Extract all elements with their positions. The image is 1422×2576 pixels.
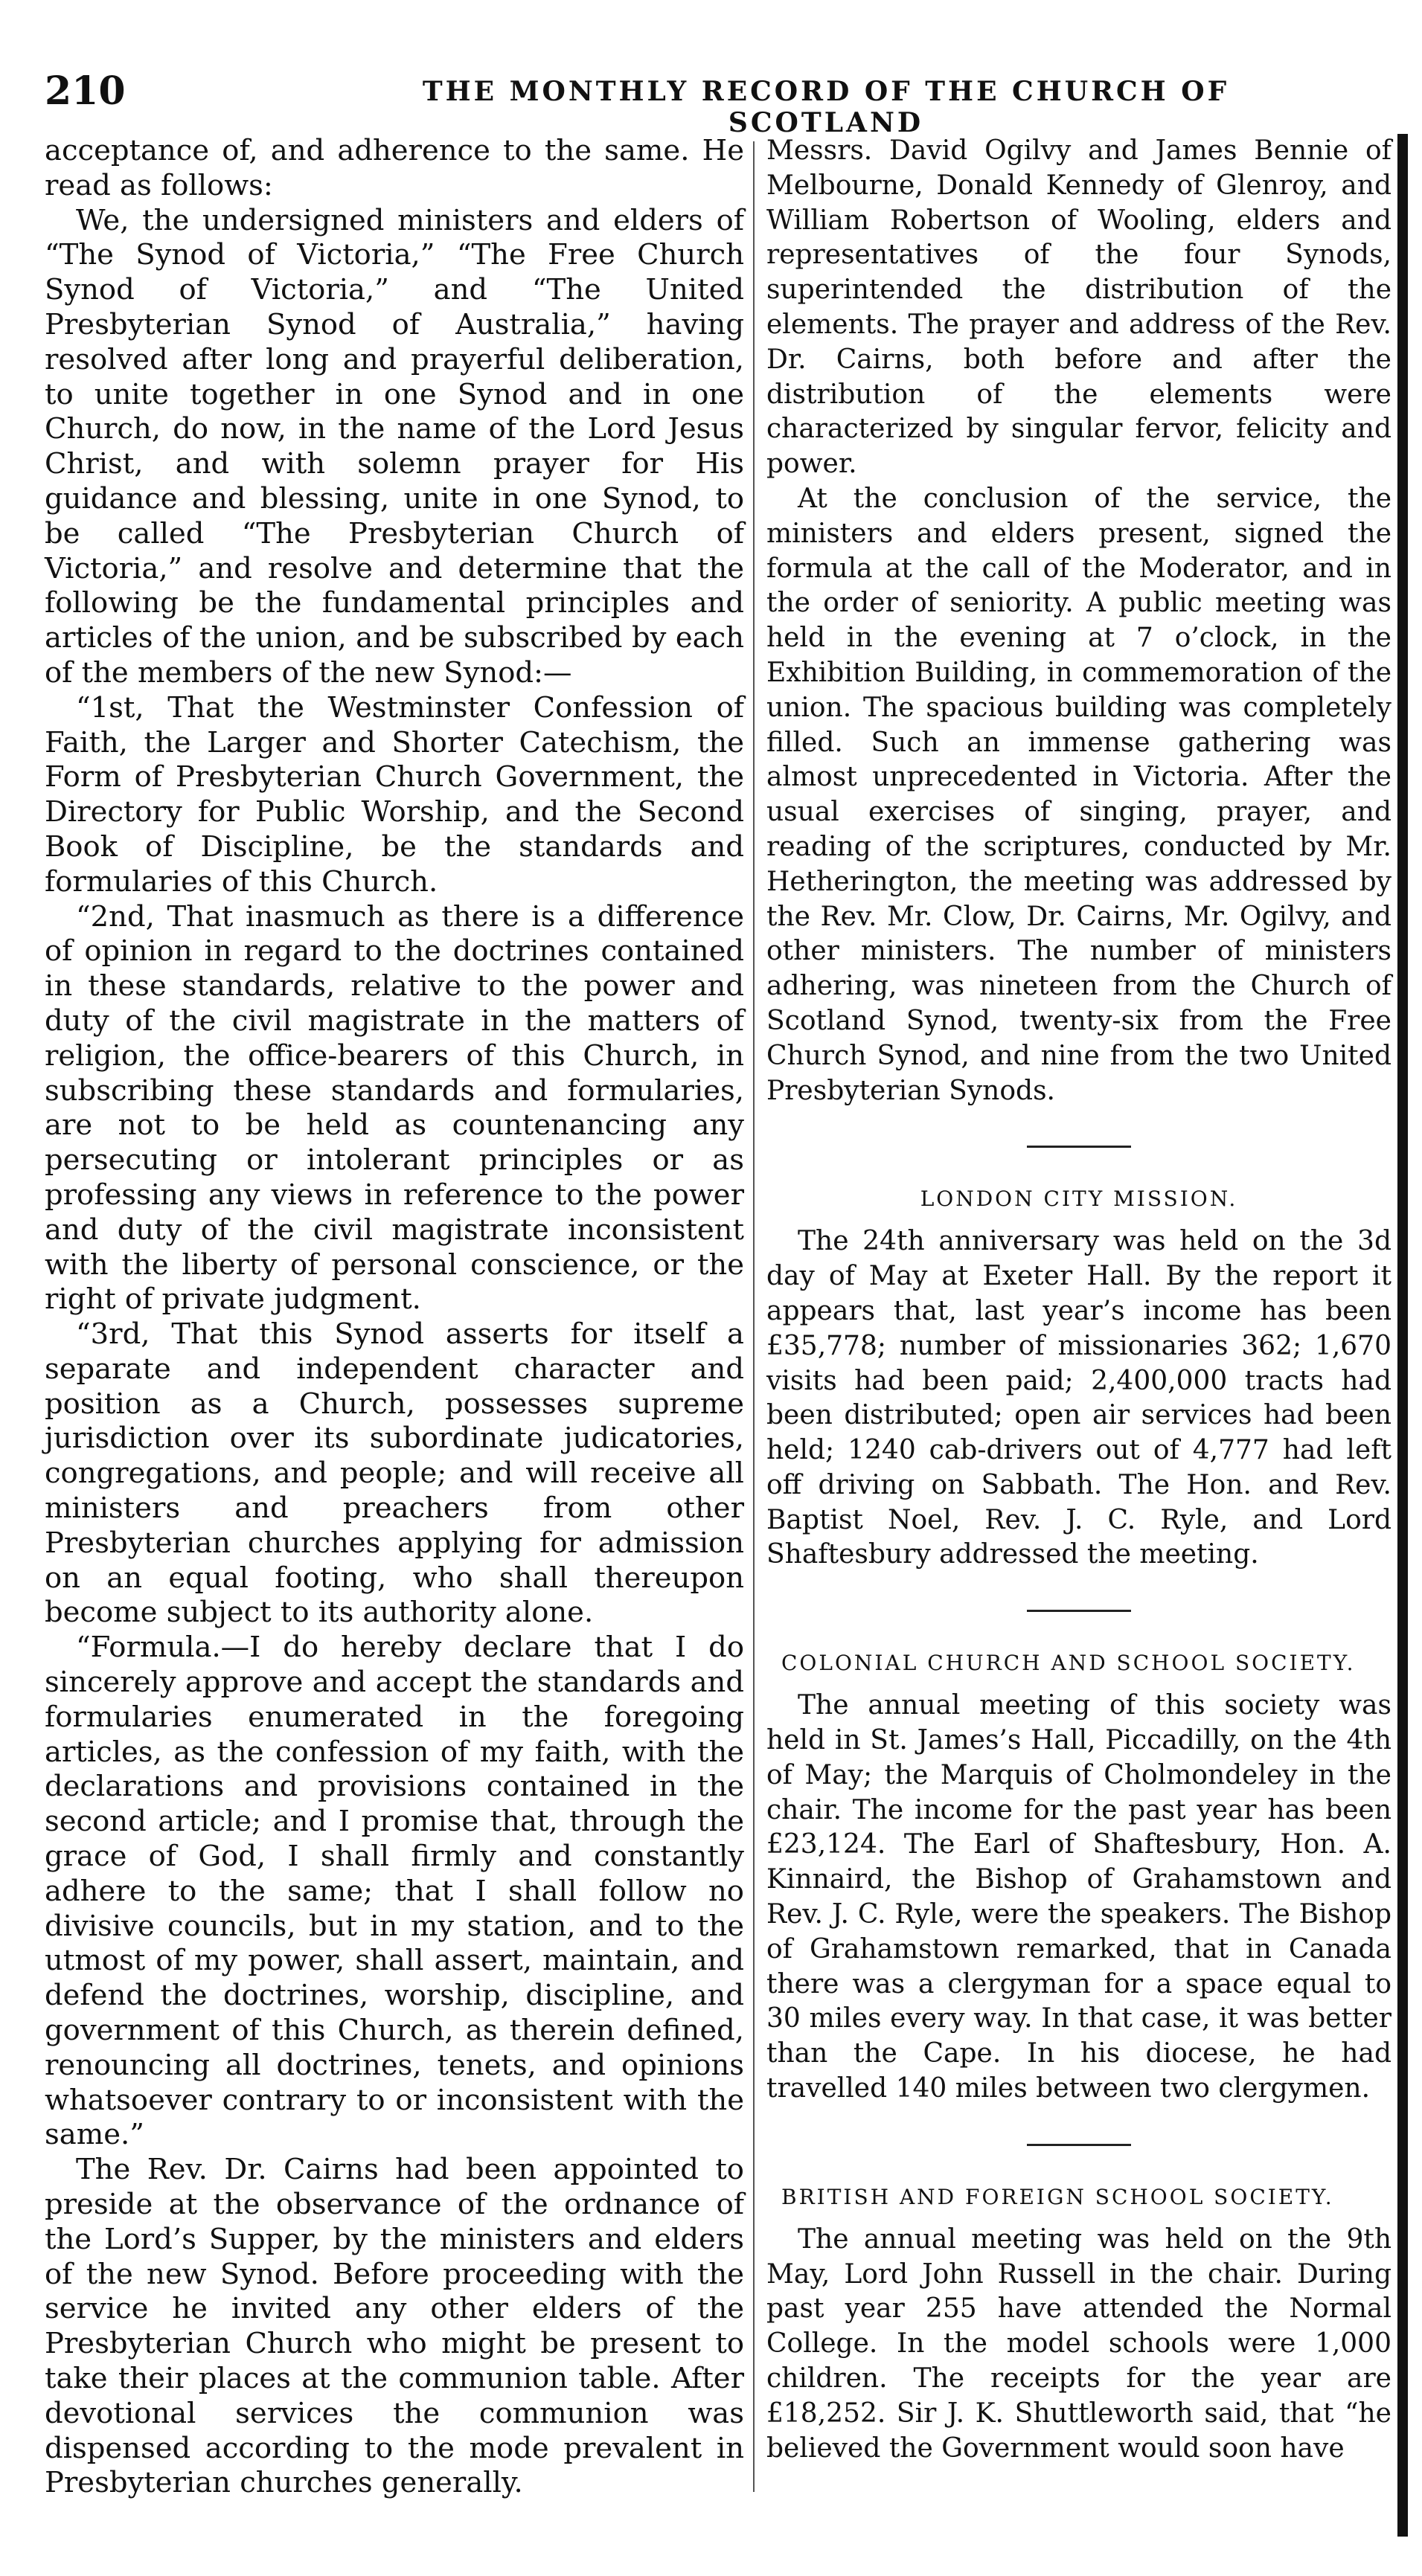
left-column <box>45 134 744 2501</box>
section-body: The 24th anniversary was held on the 3d day of May at Exeter Hall. By the report it appears that, last year’s income has been £35,778; number of missionaries 362; 1,670 visits had been paid; 2,400,000 tracts had been distributed; open air services had been held; 1240 cab-drivers out of 4,777 had left off driving on Sabbath. The Hon. and Rev. Baptist Noel, Rev. J. C. Ryle, and Lord Shaftesbury addressed the meeting. <box>766 1226 1391 1570</box>
paragraph: “1st, That the Westminster Confession of Faith, the Larger and Shorter Catechism, the Form of Presbyterian Church Government, the Directory for Public Worship, and the Second Book of Discipline, be the standards and formularies of this Church. <box>45 690 744 899</box>
section-rule <box>1027 1146 1131 1148</box>
right-column <box>766 134 1391 2466</box>
paragraph: acceptance of, and adherence to the same. He read as follows: <box>45 134 744 202</box>
paragraph: “2nd, That inasmuch as there is a difference of opinion in regard to the doctrines contained in these standards, relative to the power and duty of the civil magistrate in the matters of religion, the office-bearers of this Church, in subscribing these standards and formularies, are not to be held as countenancing any persecuting or intolerant principles or as professing any views in reference to the power and duty of the civil magistrate inconsistent with the liberty of personal conscience, or the right of private judgment. <box>45 899 744 1317</box>
page-header <box>45 68 1384 138</box>
page-edge-shadow <box>1397 134 1408 2537</box>
section-rule <box>1027 2144 1131 2146</box>
section-body: The annual meeting of this society was held in St. James’s Hall, Piccadilly, on the 4th of May; the Marquis of Cholmondeley in the chair. The income for the past year has been £23,124. The Earl of Shaftesbury, Hon. A. Kinnaird, the Bishop of Grahamstown and Rev. J. C. Ryle, were the speakers. The Bishop of Grahamstown remarked, that in Canada there was a clergyman for a space equal to 30 miles every way. In that case, it was better than the Cape. In his diocese, he had travelled 140 miles between two clergymen. <box>766 1690 1391 2104</box>
section-title: COLONIAL CHURCH AND SCHOOL SOCIETY. <box>781 1651 1356 1676</box>
running-title: THE MONTHLY RECORD OF THE CHURCH OF SCOTLAND <box>422 76 1230 138</box>
paragraph: At the conclusion of the service, the ministers and elders present, signed the formula at the call of the Moderator, and in the order of seniority. A public meeting was held in the evening at 7 o’clock, in the Exhibition Building, in commemoration of the union. The spacious building was completely filled. Such an immense gathering was almost unprecedented in Victoria. After the usual exercises of singing, prayer, and reading of the scriptures, conducted by Mr. Hetherington, the meeting was addressed by the Rev. Mr. Clow, Dr. Cairns, Mr. Ogilvy, and other ministers. The number of ministers adhering, was nineteen from the Church of Scotland Synod, twenty-six from the Free Church Synod, and nine from the two United Presbyterian Synods. <box>766 483 1391 1106</box>
column-divider <box>753 141 755 2492</box>
paragraph: The Rev. Dr. Cairns had been appointed to preside at the observance of the ordnance of the Lord’s Supper, by the ministers and elders of the new Synod. Before proceeding with the service he invited any other elders of the Presbyterian Church who might be present to take their places at the communion table. After devotional services the communion was dispensed according to the mode prevalent in Presbyterian churches generally. <box>45 2153 744 2500</box>
paragraph: “3rd, That this Synod asserts for itself a separate and independent character and position as a Church, possesses supreme jurisdiction over its subordinate judicatories, congregations, and people; and will receive all ministers and preachers from other Presbyterian churches applying for admission on an equal footing, who shall thereupon become subject to its authority alone. <box>45 1317 744 1630</box>
paragraph: “Formula.—I do hereby declare that I do sincerely approve and accept the standards and formularies enumerated in the foregoing articles, as the confession of my faith, with the declarations and provisions contained in the second article; and I promise that, through the grace of God, I shall firmly and constantly adhere to the same; that I shall follow no divisive councils, but in my station, and to the utmost of my power, shall assert, maintain, and defend the doctrines, worship, discipline, and government of this Church, as therein defined, renouncing all doctrines, tenets, and opinions whatsoever contrary to or inconsistent with the same.” <box>45 1631 744 2152</box>
section-rule <box>1027 1610 1131 1612</box>
section-title: BRITISH AND FOREIGN SCHOOL SOCIETY. <box>781 2184 1334 2209</box>
paragraph: Messrs. David Ogilvy and James Bennie of Melbourne, Donald Kennedy of Glenroy, and William Robertson of Wooling, elders and representatives of the four Synods, superintended the distribution of the elements. The prayer and address of the Rev. Dr. Cairns, both before and after the distribution of the elements were characterized by singular fervor, felicity and power. <box>766 135 1391 480</box>
paragraph: We, the undersigned ministers and elders of “The Synod of Victoria,” “The Free Church Synod of Victoria,” and “The United Presbyterian Synod of Australia,” having resolved after long and prayerful deliberation, to unite together in one Synod and in one Church, do now, in the name of the Lord Jesus Christ, and with solemn prayer for His guidance and blessing, unite in one Synod, to be called “The Presbyterian Church of Victoria,” and resolve and determine that the following be the fundamental principles and articles of the union, and be subscribed by each of the members of the new Synod:— <box>45 203 744 690</box>
page-number: 210 <box>45 68 126 114</box>
section-body: The annual meeting was held on the 9th May, Lord John Russell in the chair. During past year 255 have attended the Normal College. In the model schools were 1,000 children. The receipts for the year are £18,252. Sir J. K. Shuttleworth said, that “he believed the Government would soon have <box>766 2223 1391 2464</box>
section-title: LONDON CITY MISSION. <box>920 1186 1238 1212</box>
